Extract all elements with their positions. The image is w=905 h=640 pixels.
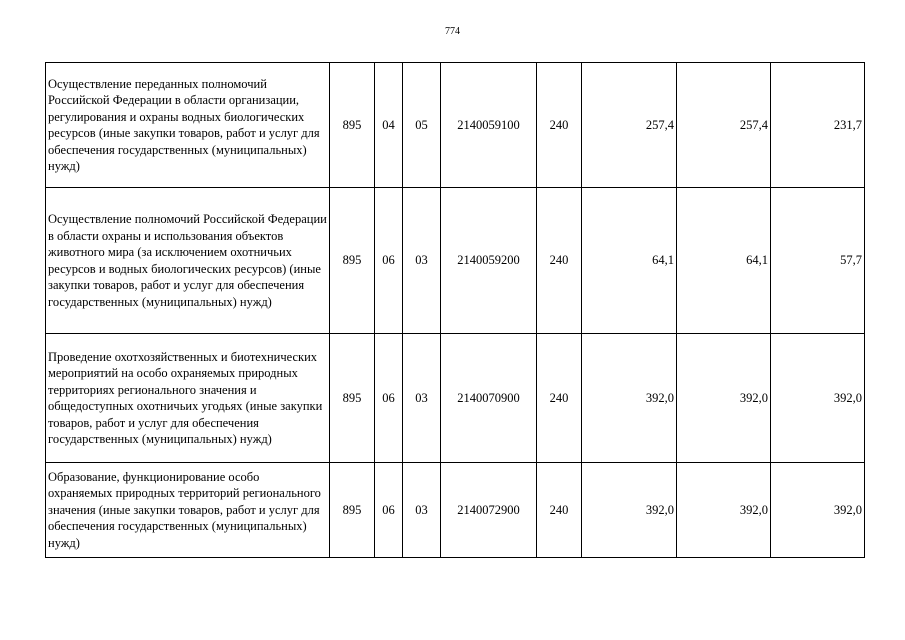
- ministry-code-cell: 895: [330, 463, 375, 558]
- amount-cell: 57,7: [771, 188, 865, 334]
- amount-cell: 231,7: [771, 63, 865, 188]
- amount-cell: 64,1: [677, 188, 771, 334]
- amount-cell: 392,0: [582, 334, 677, 463]
- table-row: [46, 188, 865, 334]
- table-row: [46, 334, 865, 463]
- description-cell: Проведение охотхозяйственных и биотехнических мероприятий на особо охраняемых природных территориях регионального значения и общедоступных охотничьих угодьях (иные закупки товаров, работ и услуг для обеспечения государственных (муниципальных) нужд): [46, 334, 330, 463]
- amount-cell: 392,0: [677, 463, 771, 558]
- ministry-code-cell: 895: [330, 334, 375, 463]
- description-cell: Осуществление переданных полномочий Российской Федерации в области организации, регулирования и охраны водных биологических ресурсов (иные закупки товаров, работ и услуг для обеспечения государственных (муниципальных) нужд): [46, 63, 330, 188]
- target-article-cell: 2140072900: [441, 463, 537, 558]
- amount-cell: 392,0: [677, 334, 771, 463]
- amount-cell: 392,0: [771, 334, 865, 463]
- subsection-cell: 03: [403, 463, 441, 558]
- subsection-cell: 03: [403, 334, 441, 463]
- ministry-code-cell: 895: [330, 63, 375, 188]
- target-article-cell: 2140070900: [441, 334, 537, 463]
- description-cell: Осуществление полномочий Российской Федерации в области охраны и использования объектов животного мира (за исключением охотничьих ресурсов и водных биологических ресурсов) (иные закупки товаров, работ и услуг для обеспечения государственных (муниципальных) нужд): [46, 188, 330, 334]
- ministry-code-cell: 895: [330, 188, 375, 334]
- amount-cell: 257,4: [677, 63, 771, 188]
- table-row: [46, 63, 865, 188]
- target-article-cell: 2140059100: [441, 63, 537, 188]
- subsection-cell: 05: [403, 63, 441, 188]
- section-cell: 06: [375, 188, 403, 334]
- amount-cell: 392,0: [771, 463, 865, 558]
- section-cell: 04: [375, 63, 403, 188]
- amount-cell: 257,4: [582, 63, 677, 188]
- description-cell: Образование, функционирование особо охраняемых природных территорий регионального значения (иные закупки товаров, работ и услуг для обеспечения государственных (муниципальных) нужд): [46, 463, 330, 558]
- expense-type-cell: 240: [537, 63, 582, 188]
- section-cell: 06: [375, 334, 403, 463]
- page-number: 774: [445, 26, 460, 37]
- budget-table: [45, 62, 865, 558]
- expense-type-cell: 240: [537, 334, 582, 463]
- amount-cell: 392,0: [582, 463, 677, 558]
- amount-cell: 64,1: [582, 188, 677, 334]
- section-cell: 06: [375, 463, 403, 558]
- table-row: [46, 463, 865, 558]
- expense-type-cell: 240: [537, 188, 582, 334]
- target-article-cell: 2140059200: [441, 188, 537, 334]
- expense-type-cell: 240: [537, 463, 582, 558]
- subsection-cell: 03: [403, 188, 441, 334]
